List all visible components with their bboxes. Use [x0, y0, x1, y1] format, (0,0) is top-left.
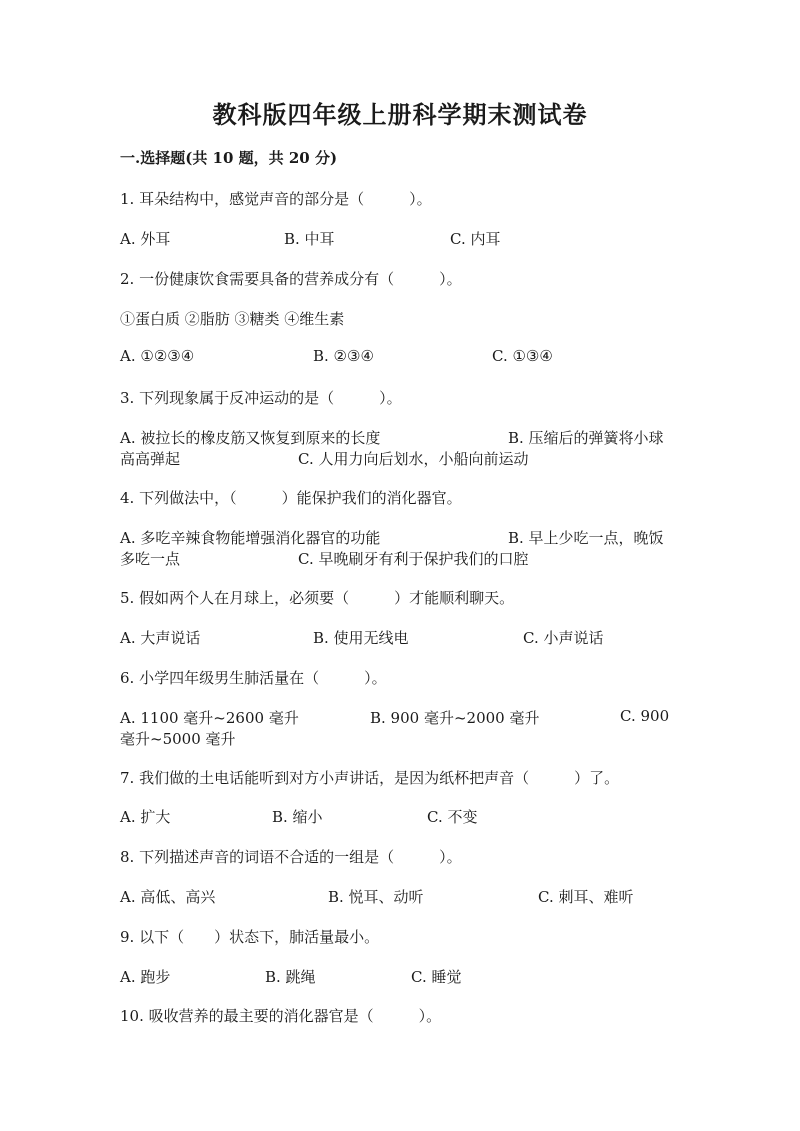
- q1-option-a: A. 外耳: [120, 230, 171, 248]
- question-stem-3: 3. 下列现象属于反冲运动的是（ ）。: [120, 389, 402, 407]
- question-stem-7: 7. 我们做的土电话能听到对方小声讲话，是因为纸杯把声音（ ）了。: [120, 769, 620, 787]
- q7-option-b: B. 缩小: [272, 808, 323, 826]
- q6-option-c-continued: 毫升~5000 毫升: [120, 730, 236, 748]
- q4-option-c: C. 早晚刷牙有利于保护我们的口腔: [298, 550, 529, 568]
- question-stem-10: 10. 吸收营养的最主要的消化器官是（ ）。: [120, 1007, 442, 1025]
- q3-option-a: A. 被拉长的橡皮筋又恢复到原来的长度: [120, 429, 381, 447]
- question-stem-1: 1. 耳朵结构中，感觉声音的部分是（ ）。: [120, 190, 432, 208]
- q5-option-b: B. 使用无线电: [313, 629, 409, 647]
- q3-option-c: C. 人用力向后划水，小船向前运动: [298, 450, 529, 468]
- q9-option-b: B. 跳绳: [265, 968, 316, 986]
- q5-option-a: A. 大声说话: [120, 629, 201, 647]
- q8-option-c: C. 刺耳、难听: [538, 888, 634, 906]
- q3-option-b-continued: 高高弹起: [120, 450, 181, 468]
- question-stem-6: 6. 小学四年级男生肺活量在（ ）。: [120, 669, 387, 687]
- question-stem-9: 9. 以下（ ）状态下，肺活量最小。: [120, 928, 380, 946]
- q7-option-c: C. 不变: [427, 808, 478, 826]
- q1-option-c: C. 内耳: [450, 230, 501, 248]
- q8-option-a: A. 高低、高兴: [120, 888, 216, 906]
- question-stem-8: 8. 下列描述声音的词语不合适的一组是（ ）。: [120, 848, 462, 866]
- q9-option-a: A. 跑步: [120, 968, 171, 986]
- q3-option-b: B. 压缩后的弹簧将小球: [508, 429, 664, 447]
- question-stem-2: 2. 一份健康饮食需要具备的营养成分有（ ）。: [120, 270, 462, 288]
- q2-option-b: B. ②③④: [313, 347, 374, 365]
- q2-option-c: C. ①③④: [492, 347, 553, 365]
- page-title: 教科版四年级上册科学期末测试卷: [212, 100, 588, 129]
- q9-option-c: C. 睡觉: [411, 968, 462, 986]
- section-heading: 一.选择题(共 10 题，共 20 分): [120, 149, 338, 167]
- question-stem-4: 4. 下列做法中，（ ）能保护我们的消化器官。: [120, 489, 462, 507]
- q2-note: ①蛋白质 ②脂肪 ③糖类 ④维生素: [120, 310, 345, 328]
- q6-option-c: C. 900: [620, 707, 670, 725]
- q4-option-a: A. 多吃辛辣食物能增强消化器官的功能: [120, 529, 381, 547]
- q2-option-a: A. ①②③④: [120, 347, 195, 365]
- question-stem-5: 5. 假如两个人在月球上，必须要（ ）才能顺利聊天。: [120, 589, 515, 607]
- q1-option-b: B. 中耳: [284, 230, 335, 248]
- q4-option-b-continued: 多吃一点: [120, 550, 181, 568]
- q5-option-c: C. 小声说话: [523, 629, 604, 647]
- q4-option-b: B. 早上少吃一点，晚饭: [508, 529, 664, 547]
- q6-option-b: B. 900 毫升~2000 毫升: [370, 709, 540, 727]
- q8-option-b: B. 悦耳、动听: [328, 888, 424, 906]
- q6-option-a: A. 1100 毫升~2600 毫升: [120, 709, 299, 727]
- q7-option-a: A. 扩大: [120, 808, 171, 826]
